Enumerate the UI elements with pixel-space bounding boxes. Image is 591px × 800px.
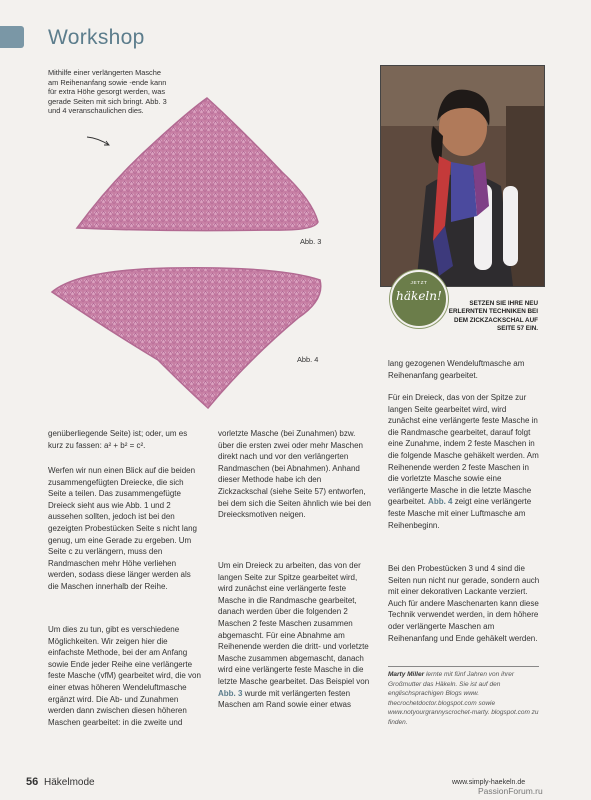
page-number: 56: [26, 776, 39, 788]
author-name: Marty Miller: [388, 671, 425, 678]
section-tab: [0, 26, 24, 48]
paragraph: lang gezogenen Wendeluftmasche am Reihenanfang gearbeitet.: [388, 359, 525, 380]
promo-text: SETZEN SIE IHRE NEU ERLERNTEN TECHNIKEN BEI DEM ZICKZACKSCHAL AUF SEITE 57 EIN.: [448, 300, 538, 332]
figure-reference: Abb. 3: [218, 688, 243, 698]
footer-url[interactable]: www.simply-haekeln.de: [452, 779, 526, 786]
figure-reference: Abb. 4: [428, 497, 453, 507]
haekeln-badge: [390, 270, 448, 328]
paragraph: Um ein Dreieck zu arbeiten, das von der langen Seite zur Spitze gearbeitet wird, wird zunächst eine verlängerte feste Masche in die Randmasche gearbeitet, danach werden über die folgenden 2 Maschen 2 feste Maschen zusammen abgemascht. Für eine Abnahme am Reihenende werden die dritt- und vorletzte Masche zusammen abgemascht, danach wird eine verlängerte feste Masche in die letzte Masche gearbeitet. Das Beispiel von Abb. 3 wurde mit verlängerten festen Maschen am Rand sowie einer etwas: [218, 561, 370, 710]
side-note: Mithilfe einer verlängerten Masche am Reihenanfang sowie -ende kann für extra Höhe gesorgt werden, was gerade Seiten mit sich bringt. Abb. 3 und 4 veranschaulichen dies.: [48, 68, 167, 116]
watermark: PassionForum.ru: [478, 786, 543, 796]
crochet-triangle-image: [48, 260, 330, 415]
model-photo: [380, 65, 545, 287]
magazine-name: Häkelmode: [44, 777, 95, 788]
figure-caption: Abb. 3: [300, 237, 322, 246]
crochet-triangle-image: [72, 90, 322, 235]
divider: [388, 666, 539, 667]
paragraph: genüberliegende Seite) ist; oder, um es kurz zu fassen: a² + b² = c².: [48, 429, 188, 450]
figure-caption: Abb. 4: [297, 355, 319, 364]
paragraph: Werfen wir nun einen Blick auf die beiden zusammengefügten Dreiecke, die sich Seite a teilen. Das zusammengefügte Dreieck sieht aus wie Abb. 1 und 2 aussehen sollten, jedoch ist bei den gezeigten Probestücken Seite s nicht lang genug, um eine Gerade zu ergeben. Um Seite c zu verlängern, muss den Randmaschen mehr Höhe verliehen werden, sodass diese länger werden als die Maschen innerhalb der Reihe.: [48, 466, 197, 591]
paragraph: Um dies zu tun, gibt es verschiedene Möglichkeiten. Wir zeigen hier die einfachste Methode, bei der am Anfang sowie Ende jeder Reihe eine verlängerte feste Masche (vfM) gearbeitet wird, die von einer etwas höheren Wendeluftmasche ergänzt wird. Die Ab- und Zunahmen werden dann zwischen diesen höheren Maschen gearbeitet: in die zweite und: [48, 625, 201, 727]
paragraph: Für ein Dreieck, das von der Spitze zur langen Seite gearbeitet wird, wird zunächst eine verlängerte feste Masche in die Randmasche gearbeitet, darauf folgt eine Zunahme, indem 2 feste Maschen in die folgende Masche gehäkelt werden. Am Reihenende werden 2 feste Maschen in die vorletzte Masche sowie eine verlängerte Masche in die letzte Masche gearbeitet. Abb. 4 zeigt eine verlängerte feste Masche mit einer Luftmasche am Reihenbeginn.: [388, 393, 539, 530]
page-title: Workshop: [48, 26, 145, 49]
paragraph: vorletzte Masche (bei Zunahmen) bzw. über die ersten zwei oder mehr Maschen direkt nach und vor den verlängerten Randmaschen (bei Abnahmen). Anhand dieser Methode habe ich den Zickzackschal (siehe Seite 57) entworfen, bei dem sich die Seiten ähnlich wie bei den Dreiecksmotiven neigen.: [218, 429, 371, 520]
badge-small-text: JETZT: [410, 281, 428, 286]
author-bio: Marty Miller lernte mit fünf Jahren von ihrer Großmutter das Häkeln. Sie ist auf den englischsprachigen Blogs www. thecrochetdoctor.blogspot.com sowie www.notyourgrannyscrochet-marty. blogspot.com zu finden.: [388, 671, 539, 726]
badge-big-text: häkeln!: [396, 289, 442, 303]
paragraph: Bei den Probestücken 3 und 4 sind die Seiten nun nicht nur gerade, sondern auch mit einer dekorativen Lackante verziert. Auch für andere Maschenarten kann diese Technik verwendet werden, in dem höhere oder verlängerte Maschen am Reihenanfang und Ende gehäkelt werden.: [388, 564, 540, 643]
